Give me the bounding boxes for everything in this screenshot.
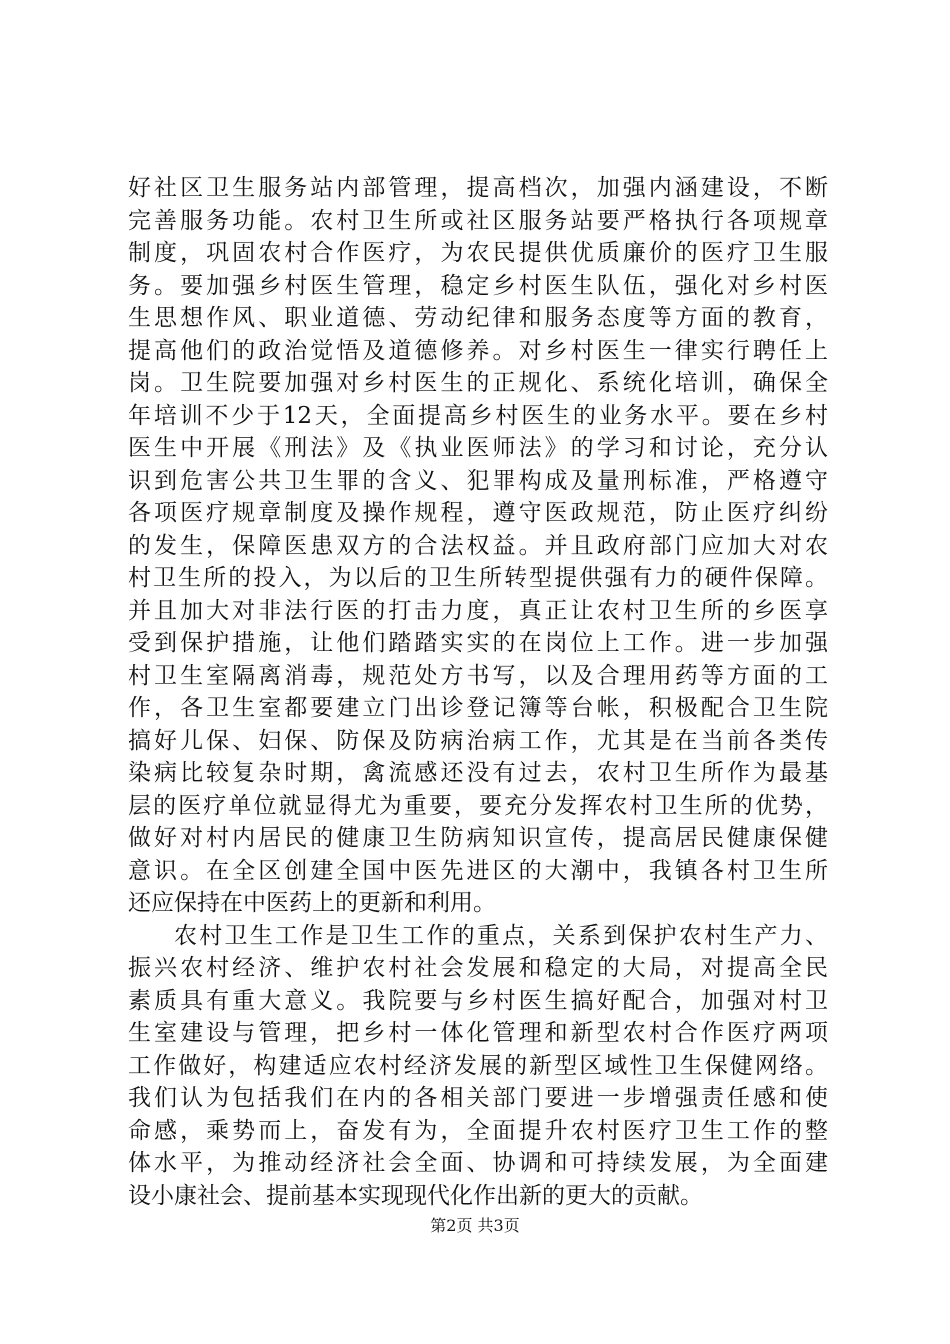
text-line: 识到危害公共卫生罪的含义、犯罪构成及量刑标准，严格遵守 (128, 467, 828, 494)
text-line: 命感，乘势而上，奋发有为，全面提升农村医疗卫生工作的整 (128, 1117, 828, 1144)
text-line: 制度，巩固农村合作医疗，为农民提供优质廉价的医疗卫生服 (128, 240, 828, 266)
text-line: 完善服务功能。农村卫生所或社区服务站要严格执行各项规章 (128, 207, 828, 234)
text-line: 素质具有重大意义。我院要与乡村医生搞好配合，加强对村卫 (128, 987, 828, 1014)
text-line: 好社区卫生服务站内部管理，提高档次，加强内涵建设，不断 (128, 175, 828, 201)
text-line: 意识。在全区创建全国中医先进区的大潮中，我镇各村卫生所 (128, 857, 828, 884)
text-line: 务。要加强乡村医生管理，稳定乡村医生队伍，强化对乡村医 (128, 272, 828, 299)
text-line: 并且加大对非法行医的打击力度，真正让农村卫生所的乡医享 (128, 597, 828, 624)
text-line: 振兴农村经济、维护农村社会发展和稳定的大局，对提高全民 (128, 955, 828, 981)
text-line: 搞好儿保、妇保、防保及防病治病工作，尤其是在当前各类传 (128, 727, 828, 754)
text-line: 做好对村内居民的健康卫生防病知识宣传，提高居民健康保健 (128, 825, 828, 851)
text-line: 年培训不少于12天，全面提高乡村医生的业务水平。要在乡村 (128, 402, 828, 429)
paragraph-1 (128, 172, 828, 920)
page-footer: 第2页 共3页 (430, 1216, 520, 1235)
text-line: 我们认为包括我们在内的各相关部门要进一步增强责任感和使 (128, 1085, 828, 1111)
text-line: 提高他们的政治觉悟及道德修养。对乡村医生一律实行聘任上 (128, 337, 828, 364)
paragraph-2 (128, 920, 828, 1213)
text-line: 生室建设与管理，把乡村一体化管理和新型农村合作医疗两项 (128, 1020, 828, 1046)
text-line: 岗。卫生院要加强对乡村医生的正规化、系统化培训，确保全 (128, 370, 828, 396)
text-line: 各项医疗规章制度及操作规程，遵守医政规范，防止医疗纠纷 (128, 500, 828, 526)
text-line: 工作做好，构建适应农村经济发展的新型区域性卫生保健网络。 (128, 1052, 828, 1079)
text-line: 医生中开展《刑法》及《执业医师法》的学习和讨论，充分认 (128, 435, 828, 461)
text-line: 设小康社会、提前基本实现现代化作出新的更大的贡献。 (128, 1182, 703, 1209)
text-line: 还应保持在中医药上的更新和利用。 (128, 890, 496, 916)
text-line: 作，各卫生室都要建立门出诊登记簿等台帐，积极配合卫生院 (128, 695, 828, 721)
text-line: 农村卫生工作是卫生工作的重点，关系到保护农村生产力、 (174, 922, 828, 949)
text-line: 体水平，为推动经济社会全面、协调和可持续发展，为全面建 (128, 1150, 828, 1176)
body-text (128, 172, 828, 1212)
text-line: 受到保护措施，让他们踏踏实实的在岗位上工作。进一步加强 (128, 630, 828, 656)
text-line: 层的医疗单位就显得尤为重要，要充分发挥农村卫生所的优势， (128, 792, 828, 819)
text-line: 染病比较复杂时期，禽流感还没有过去，农村卫生所作为最基 (128, 760, 828, 786)
text-line: 村卫生所的投入，为以后的卫生所转型提供强有力的硬件保障。 (128, 565, 828, 591)
text-line: 的发生，保障医患双方的合法权益。并且政府部门应加大对农 (128, 532, 828, 559)
text-line: 生思想作风、职业道德、劳动纪律和服务态度等方面的教育， (128, 305, 828, 331)
text-line: 村卫生室隔离消毒，规范处方书写，以及合理用药等方面的工 (128, 662, 828, 689)
